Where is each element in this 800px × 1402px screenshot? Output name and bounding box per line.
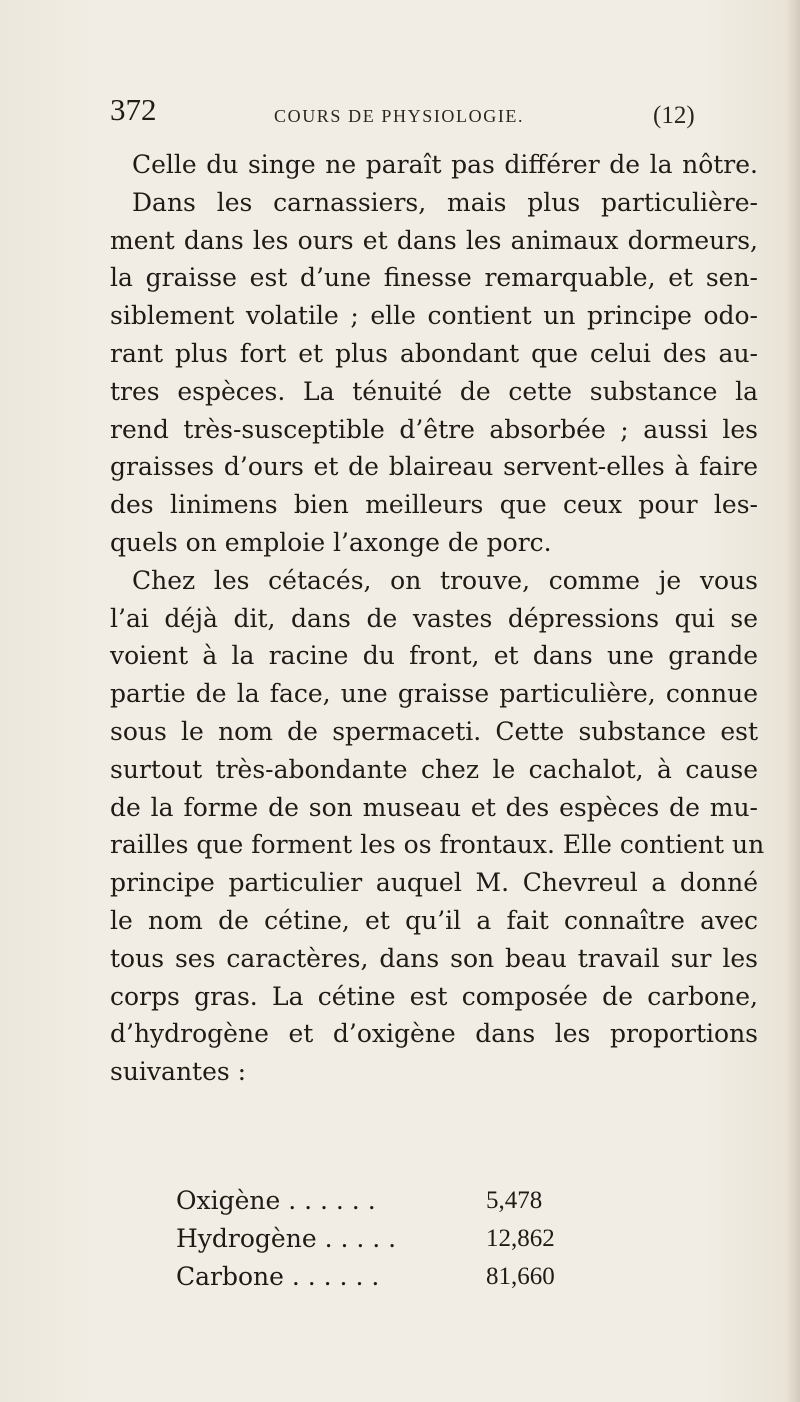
composition-table bbox=[176, 1182, 656, 1295]
text-line: quels on emploie l’axonge de porc. bbox=[110, 527, 552, 557]
text-line: corps gras. La cétine est composée de carbone, bbox=[110, 981, 758, 1011]
text-line: siblement volatile ; elle contient un principe odo- bbox=[110, 301, 758, 331]
body-text bbox=[110, 146, 765, 1091]
running-title: COURS DE PHYSIOLOGIE. bbox=[274, 106, 525, 126]
text-line: d’hydrogène et d’oxigène dans les proportions bbox=[110, 1019, 758, 1049]
page-number: 372 bbox=[110, 92, 157, 127]
text-line: sous le nom de spermaceti. Cette substance est bbox=[110, 716, 758, 746]
text-line: Dans les carnassiers, mais plus particulière- bbox=[132, 187, 758, 217]
text-line: de la forme de son museau et des espèces de mu- bbox=[110, 792, 758, 822]
text-line: rend très-susceptible d’être absorbée ; aussi les bbox=[110, 414, 758, 444]
table-row bbox=[176, 1182, 656, 1220]
text-line: le nom de cétine, et qu’il a fait connaître avec bbox=[110, 905, 758, 935]
text-line: partie de la face, une graisse particulière, connue bbox=[110, 679, 758, 709]
component-value: 5,478 bbox=[486, 1187, 543, 1214]
text-line: Celle du singe ne paraît pas différer de la nôtre. bbox=[132, 150, 758, 179]
component-label: Hydrogène . . . . . bbox=[176, 1223, 397, 1253]
text-line: la graisse est d’une finesse remarquable, et sen- bbox=[110, 263, 758, 293]
text-line: des linimens bien meilleurs que ceux pour les- bbox=[110, 490, 758, 520]
text-line: railles que forment les os frontaux. Elle contient un bbox=[110, 830, 765, 860]
component-value: 81,660 bbox=[486, 1262, 555, 1290]
text-line: principe particulier auquel M. Chevreul a donné bbox=[110, 868, 758, 898]
component-label: Carbone . . . . . . bbox=[176, 1261, 380, 1291]
table-row bbox=[176, 1220, 656, 1258]
sheet-mark: (12) bbox=[653, 102, 695, 129]
page-edge-shadow bbox=[786, 0, 800, 1402]
text-line: tres espèces. La ténuité de cette substance la bbox=[110, 376, 758, 406]
component-value: 12,862 bbox=[486, 1224, 555, 1252]
text-line: surtout très-abondante chez le cachalot, à cause bbox=[110, 754, 758, 784]
text-line: rant plus fort et plus abondant que celui des au- bbox=[110, 338, 758, 368]
text-line: l’ai déjà dit, dans de vastes dépressions qui se bbox=[110, 603, 758, 633]
text-line: Chez les cétacés, on trouve, comme je vous bbox=[132, 565, 758, 595]
text-line: graisses d’ours et de blaireau servent-elles à faire bbox=[110, 452, 758, 482]
text-line: ment dans les ours et dans les animaux dormeurs, bbox=[110, 225, 758, 255]
text-line: suivantes : bbox=[110, 1057, 247, 1087]
text-line: tous ses caractères, dans son beau travail sur les bbox=[110, 943, 758, 973]
component-label: Oxigène . . . . . . bbox=[176, 1186, 376, 1215]
text-line: voient à la racine du front, et dans une grande bbox=[110, 641, 758, 671]
page-header bbox=[110, 92, 710, 142]
table-row bbox=[176, 1258, 656, 1296]
